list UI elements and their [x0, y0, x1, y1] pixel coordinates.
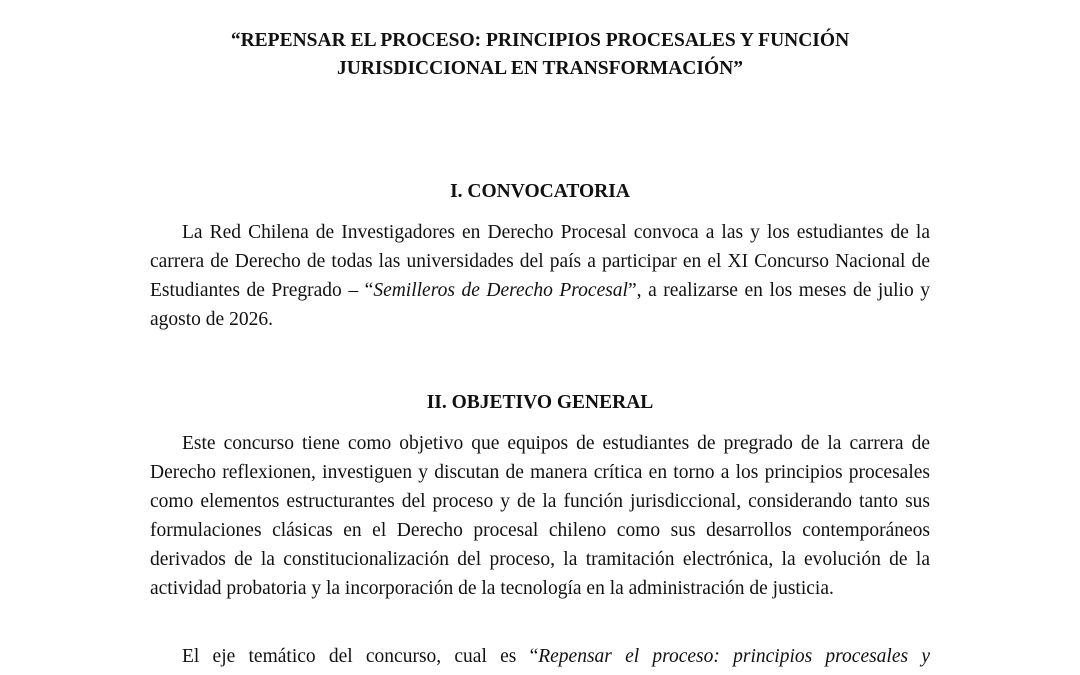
section-heading-objetivo-general: II. OBJETIVO GENERAL [426, 392, 654, 413]
document-title [150, 27, 930, 83]
convocatoria-text-end: ”, a realizarse en los meses de julio y agosto de 2026. [150, 280, 930, 330]
section-heading-convocatoria: I. CONVOCATORIA [450, 181, 630, 202]
objetivo-paragraph-1: Este concurso tiene como objetivo que equipos de estudiantes de pregrado de la carrera de Derecho reflexionen, investiguen y discutan de manera crítica en torno a los principios procesales como elementos estructurantes del proceso y de la función jurisdiccional, considerando tanto sus formulaciones clásicas en el Derecho procesal chileno como sus desarrollos contemporáneos derivados de la constitucionalización del proceso, la tramitación electrónica, la evolución de la actividad probatoria y la incorporación de la tecnología en la administración de justicia. [150, 433, 930, 599]
objetivo-paragraph-2 [150, 642, 930, 671]
document-title-line-1: “REPENSAR EL PROCESO: PRINCIPIOS PROCESALES Y FUNCIÓN [230, 30, 850, 51]
convocatoria-paragraph [150, 218, 930, 334]
convocatoria-text-start: La Red Chilena de Investigadores en Derecho Procesal convoca a las y los estudiantes de la carrera de Derecho de todas las universidades del país a participar en el XI Concurso Nacional de Estudiantes de Pregrado – “ [150, 222, 930, 301]
document-title-line-2: JURISDICCIONAL EN TRANSFORMACIÓN” [337, 58, 743, 79]
objetivo-paragraph-2-text: El eje temático del concurso, cual es “ [182, 646, 539, 667]
theme-name-italic: Repensar el proceso: principios procesales y [538, 646, 930, 667]
contest-name-italic: Semilleros de Derecho Procesal [373, 280, 628, 301]
